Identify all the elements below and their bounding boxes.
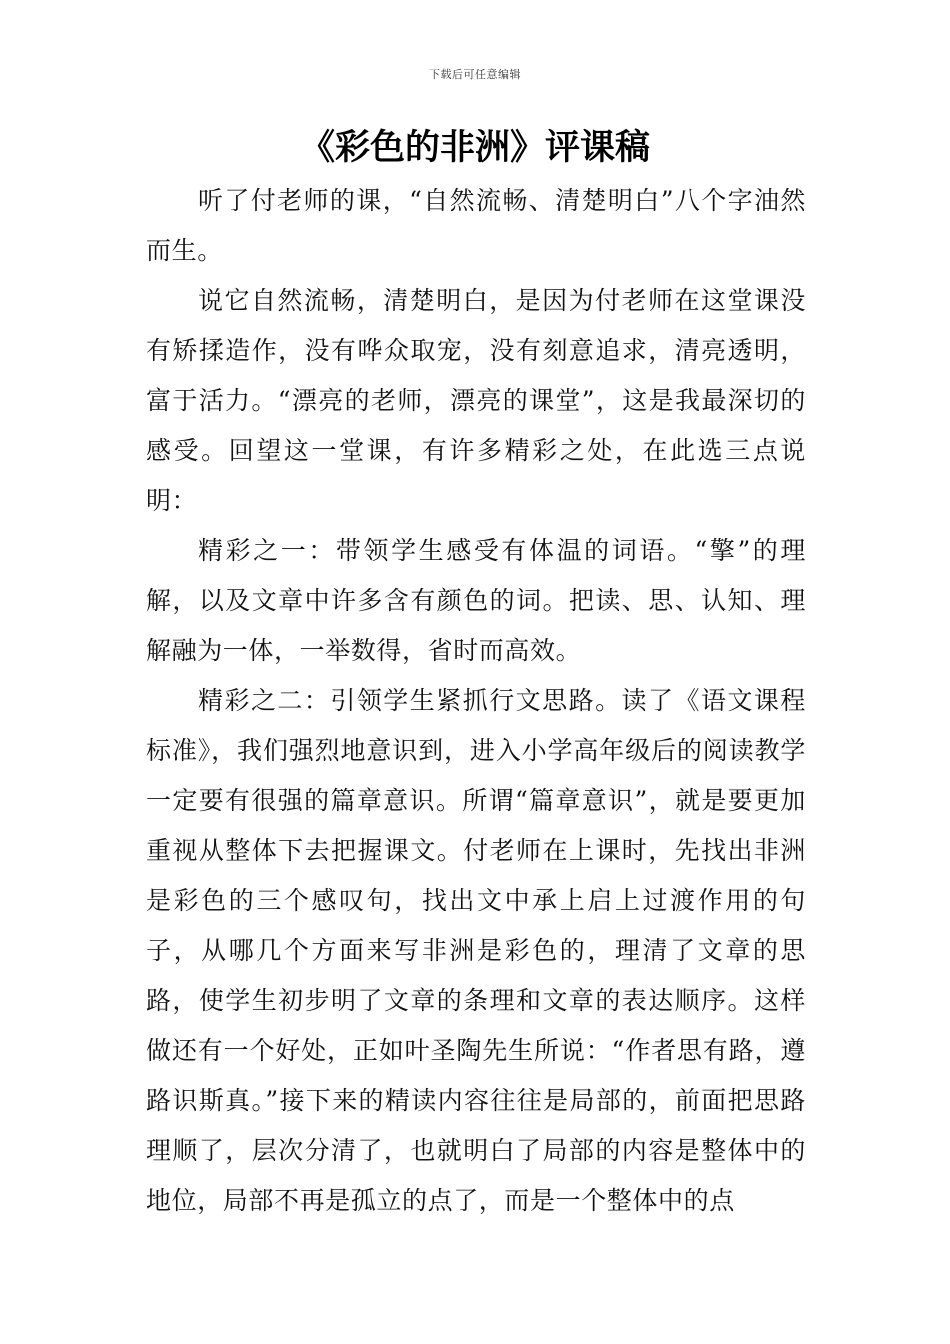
paragraph-intro: 听了付老师的课，“自然流畅、清楚明白”八个字油然而生。 bbox=[146, 186, 806, 265]
paragraph-highlight-two: 精彩之二：引领学生紧抓行文思路。读了《语文课程标准》，我们强烈地意识到，进入小学高年级后的阅读教学一定要有很强的篇章意识。所谓“篇章意识”，就是要更加重视从整体下去把握课文。付老师在上课时，先找出非洲是彩色的三个感叹句，找出文中承上启上过渡作用的句子，从哪几个方面来写非洲是彩色的，理清了文章的思路，使学生初步明了文章的条理和文章的表达顺序。这样做还有一个好处，正如叶圣陶先生所说：“作者思有路，遵路识斯真。”接下来的精读内容往往是局部的，前面把思路理顺了，层次分清了，也就明白了局部的内容是整体中的地位，局部不再是孤立的点了，而是一个整体中的点 bbox=[146, 686, 806, 1215]
paragraph-overview: 说它自然流畅，清楚明白，是因为付老师在这堂课没有矫揉造作，没有哗众取宠，没有刻意追求，清亮透明，富于活力。“漂亮的老师，漂亮的课堂”，这是我最深切的感受。回望这一堂课，有许多精彩之处，在此选三点说明： bbox=[146, 286, 806, 515]
document-body bbox=[146, 176, 806, 1226]
paragraph-highlight-one: 精彩之一：带领学生感受有体温的词语。“擎”的理解，以及文章中许多含有颜色的词。把读、思、认知、理解融为一体，一举数得，省时而高效。 bbox=[146, 536, 806, 665]
document-title: 《彩色的非洲》评课稿 bbox=[299, 128, 650, 168]
header-note: 下载后可任意编辑 bbox=[429, 68, 521, 81]
